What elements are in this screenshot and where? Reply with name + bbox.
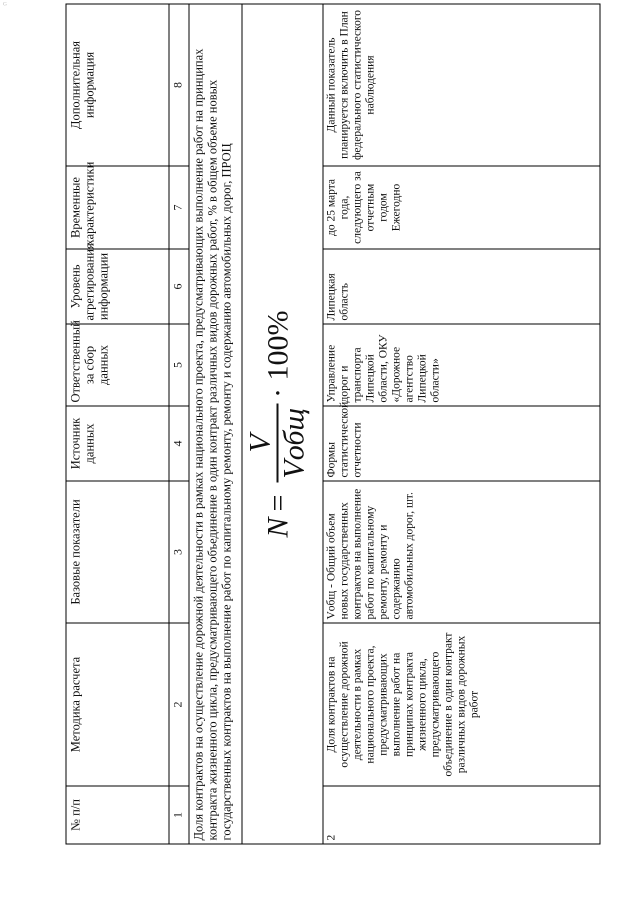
header-base-indicators: Базовые показатели [66,481,169,623]
column-number: 5 [169,324,189,406]
column-number: 4 [169,406,189,481]
column-number-row [169,4,189,844]
row-additional: Данный показатель планируется включить в План федерального статистического наблюдения [323,4,600,166]
header-aggregation: Уровень агрегирования информации [66,249,169,324]
indicator-description-row [189,4,242,844]
indicator-table [66,4,601,845]
indicator-description: Доля контрактов на осуществление дорожной деятельности в рамках национального проекта, предусматривающих выполнение работ на принципах контракта жизненного цикла, предусматривающего объединение в один контракт различных видов дорожных работ, % в общем объеме новых государственных контрактов на выполнение работ по капитальному ремонту, ремонту и содержанию автомобильных дорог, ПРОЦ [189,4,242,844]
formula-fraction [245,404,311,483]
formula-lhs: N [261,517,295,538]
header-number: № п/п [66,786,169,844]
formula-row [242,4,322,844]
column-number: 1 [169,786,189,844]
row-source: Формы статистической отчетности [323,406,600,481]
column-number: 2 [169,623,189,786]
header-source: Источник данных [66,406,169,481]
header-time: Временные характеристики [66,166,169,249]
rotated-page [66,5,601,845]
row-base-indicators: Vобщ - Общий объем новых государственных контрактов на выполнение работ по капитальному ремонту, ремонту и содержанию автомобильных дорог, шт. [323,481,600,623]
header-additional: Дополнительная информация [66,4,169,166]
column-number: 7 [169,166,189,249]
formula-multiplier: · 100% [261,310,295,398]
formula [245,310,311,537]
header-responsible: Ответственный за сбор данных [66,324,169,406]
header-row [66,4,169,844]
row-aggregation: Липецкая область [323,249,600,324]
row-number: 2 [323,786,600,844]
header-method: Методика расчета [66,623,169,786]
table-row [323,4,600,844]
formula-denominator: Vобщ [277,404,311,483]
row-responsible: Управление дорог и транспорта Липецкой области, ОКУ «Дорожное агентство Липецкой области» [323,324,600,406]
column-number: 3 [169,481,189,623]
row-time: до 25 марта года, следующего за отчетным годом Ежегодно [323,166,600,249]
formula-equals: = [261,494,295,512]
formula-numerator: V [243,434,277,453]
column-number: 8 [169,4,189,166]
row-method: Доля контрактов на осуществление дорожной деятельности в рамках национального проекта, предусматривающих выполнение работ на принципах контракта жизненного цикла, предусматривающего объединение в один контракт различных видов дорожных работ [323,623,600,786]
corner-mark: ᴳ [3,0,7,10]
formula-cell [242,4,322,844]
column-number: 6 [169,249,189,324]
